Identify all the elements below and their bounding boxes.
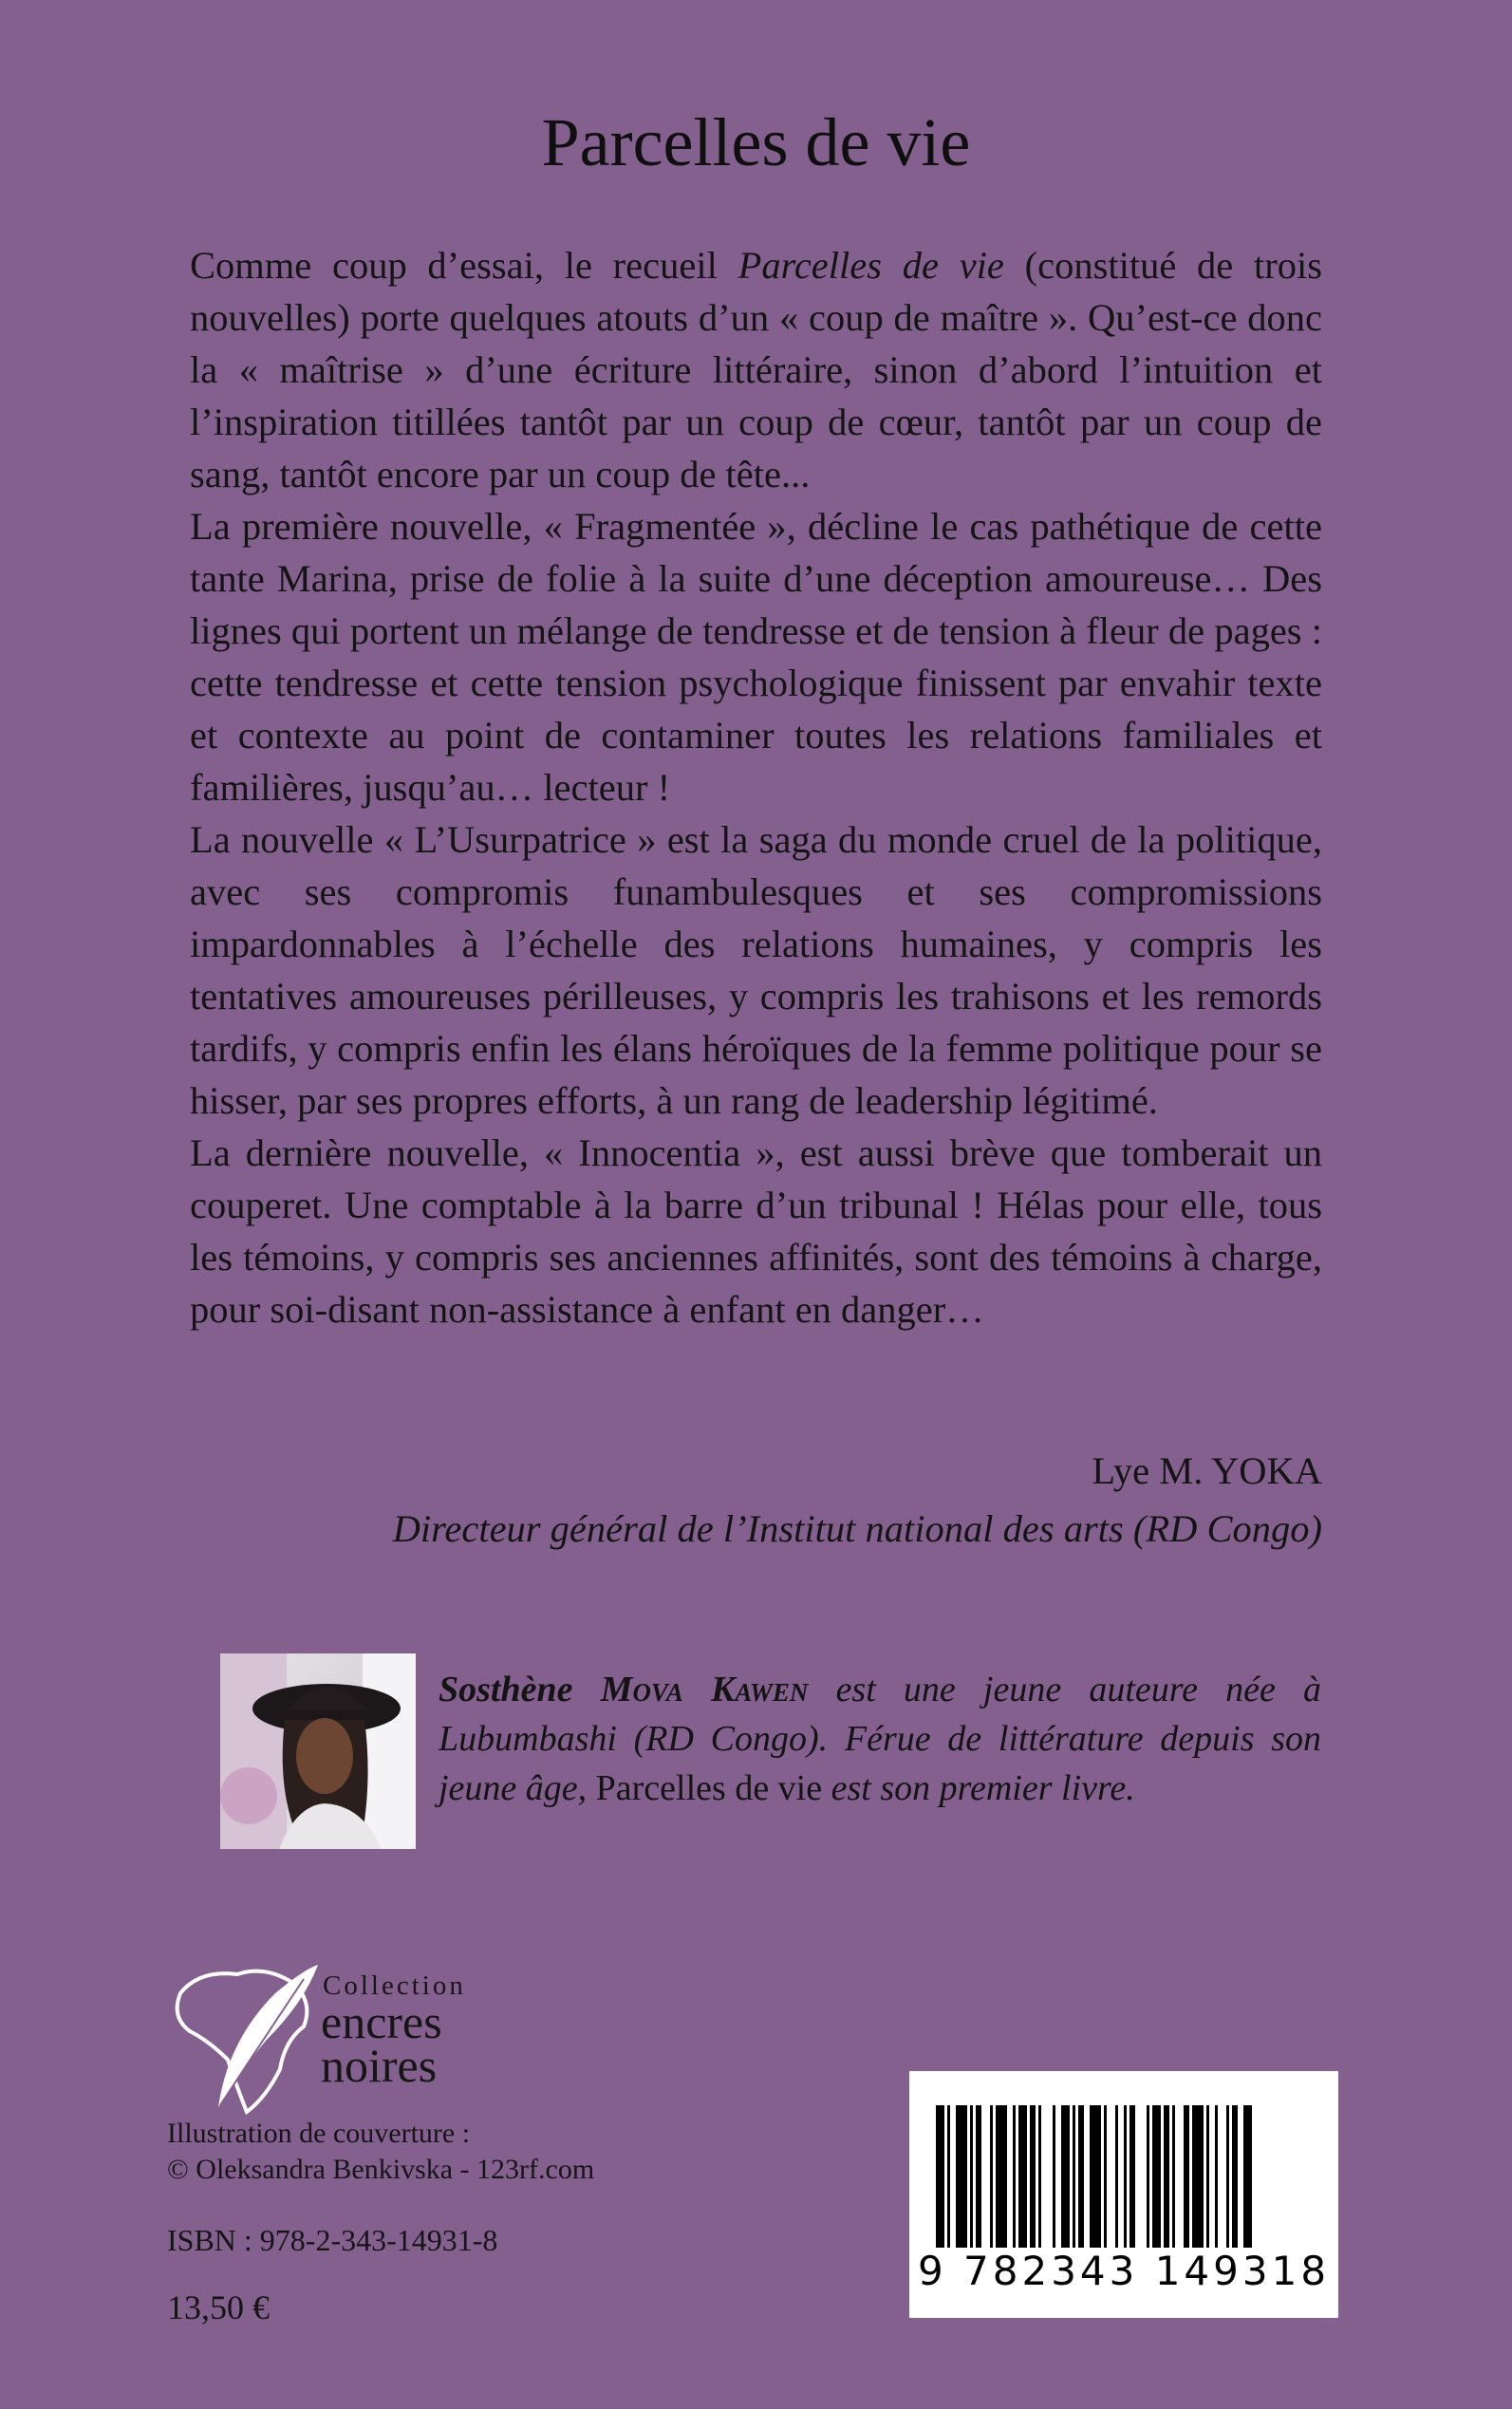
barcode-bar (1232, 2105, 1238, 2248)
bio-book-title: Parcelles de vie (595, 1768, 823, 1808)
barcode-bar (1206, 2105, 1209, 2248)
barcode-bar (1013, 2105, 1016, 2248)
barcode-bars (932, 2105, 1316, 2248)
barcode-bar (990, 2105, 993, 2248)
barcode-bar (1152, 2105, 1161, 2248)
author-bio (439, 1665, 1321, 1813)
book-title: Parcelles de vie (541, 104, 971, 180)
blurb-paragraph-3: La nouvelle « L’Usurpatrice » est la saga du monde cruel de la politique, avec ses compromis funambulesques et ses compromissions impardonnables à l’échelle des relations humaines, y compris les tentatives amoureuses périlleuses, y compris les trahisons et les remords tardifs, y compris enfin les élans héroïques de la femme politique pour se hisser, par ses propres efforts, à un rang de leadership légitimé. (190, 818, 1322, 1122)
barcode-bar (1124, 2105, 1127, 2248)
barcode-bar (956, 2105, 967, 2248)
author-first-name: Sosthène (439, 1670, 601, 1709)
illustration-credit-label: Illustration de couverture : (167, 2118, 471, 2149)
barcode-bar (947, 2105, 950, 2248)
barcode-bar (1115, 2105, 1118, 2248)
barcode-bar (936, 2105, 944, 2248)
blurb-paragraph-1 (190, 239, 1322, 500)
collection-name-line-1: encres (321, 1995, 442, 2048)
barcode-bar (1172, 2105, 1175, 2248)
illustration-credit-source: © Oleksandra Benkivska - 123rf.com (167, 2154, 595, 2185)
signature-role: Directeur général de l’Institut national des arts (RD Congo) (392, 1507, 1322, 1550)
barcode-bar (1243, 2105, 1252, 2248)
blurb-p1-end: (constitué de trois nouvelles) porte quelques atouts d’un « coup de maître ». Qu’est-ce donc la « maîtrise » d’une écriture littéraire, sinon d’abord l’intuition et l’inspiration titillées tantôt par un coup de cœur, tantôt par un coup de sang, tantôt encore par un coup de tête... (190, 244, 1323, 495)
blurb-p1-start: Comme coup d’essai, le recueil (190, 244, 738, 287)
barcode-bar (1073, 2105, 1075, 2248)
barcode-bar (1226, 2105, 1229, 2248)
blurb (190, 239, 1322, 1335)
isbn: ISBN : 978-2-343-14931-8 (167, 2223, 498, 2257)
barcode-bar (1038, 2105, 1041, 2248)
barcode-bar (1104, 2105, 1107, 2248)
collection-name-line-2: noires (321, 2039, 438, 2092)
barcode-bar (1215, 2105, 1218, 2248)
signature-name: Lye M. YOKA (1092, 1449, 1322, 1492)
barcode-bar (1129, 2105, 1135, 2248)
barcode-bar (1078, 2105, 1084, 2248)
barcode-bar (1061, 2105, 1070, 2248)
barcode-bar (1147, 2105, 1149, 2248)
barcode-bar (976, 2105, 981, 2248)
barcode-bar (1090, 2105, 1101, 2248)
barcode-bar (1053, 2105, 1055, 2248)
barcode-bar (1192, 2105, 1204, 2248)
barcode-bar (1164, 2105, 1169, 2248)
barcode-bar (970, 2105, 973, 2248)
blurb-paragraph-2: La première nouvelle, « Fragmentée », décline le cas pathétique de cette tante Marina, prise de folie à la suite d’une déception amoureuse… Des lignes qui portent un mélange de tendresse et de tension à fleur de pages : cette tendresse et cette tension psychologique finissent par envahir texte et contexte au point de contaminer toutes les relations familiales et familières, jusqu’au… lecteur ! (190, 505, 1322, 809)
blurb-p1-title: Parcelles de vie (737, 244, 1004, 287)
barcode-bar (1184, 2105, 1189, 2248)
blurb-paragraph-4: La dernière nouvelle, « Innocentia », est aussi brève que tomberait un couperet. Une comptable à la barre d’un tribunal ! Hélas pour elle, tous les témoins, y compris ses anciennes affinités, sont des témoins à charge, pour soi-disant non-assistance à enfant en danger… (190, 1131, 1322, 1331)
price: 13,50 € (167, 2288, 270, 2326)
bio-text-end: est son premier livre. (822, 1768, 1135, 1808)
barcode-bar (1018, 2105, 1027, 2248)
author-photo (220, 1653, 416, 1849)
barcode-bar (1030, 2105, 1036, 2248)
barcode-bar (996, 2105, 1007, 2248)
barcode (909, 2071, 1338, 2318)
collection-label: Collection (323, 1970, 466, 2001)
bio-text-start: est une jeune auteure née à Lubumbashi (RD Congo). Férue de littérature depuis son jeune âge, (439, 1670, 1321, 1808)
author-last-name: Mova Kawen (600, 1670, 809, 1709)
barcode-digits: 9 782343 149318 (917, 2248, 1331, 2294)
